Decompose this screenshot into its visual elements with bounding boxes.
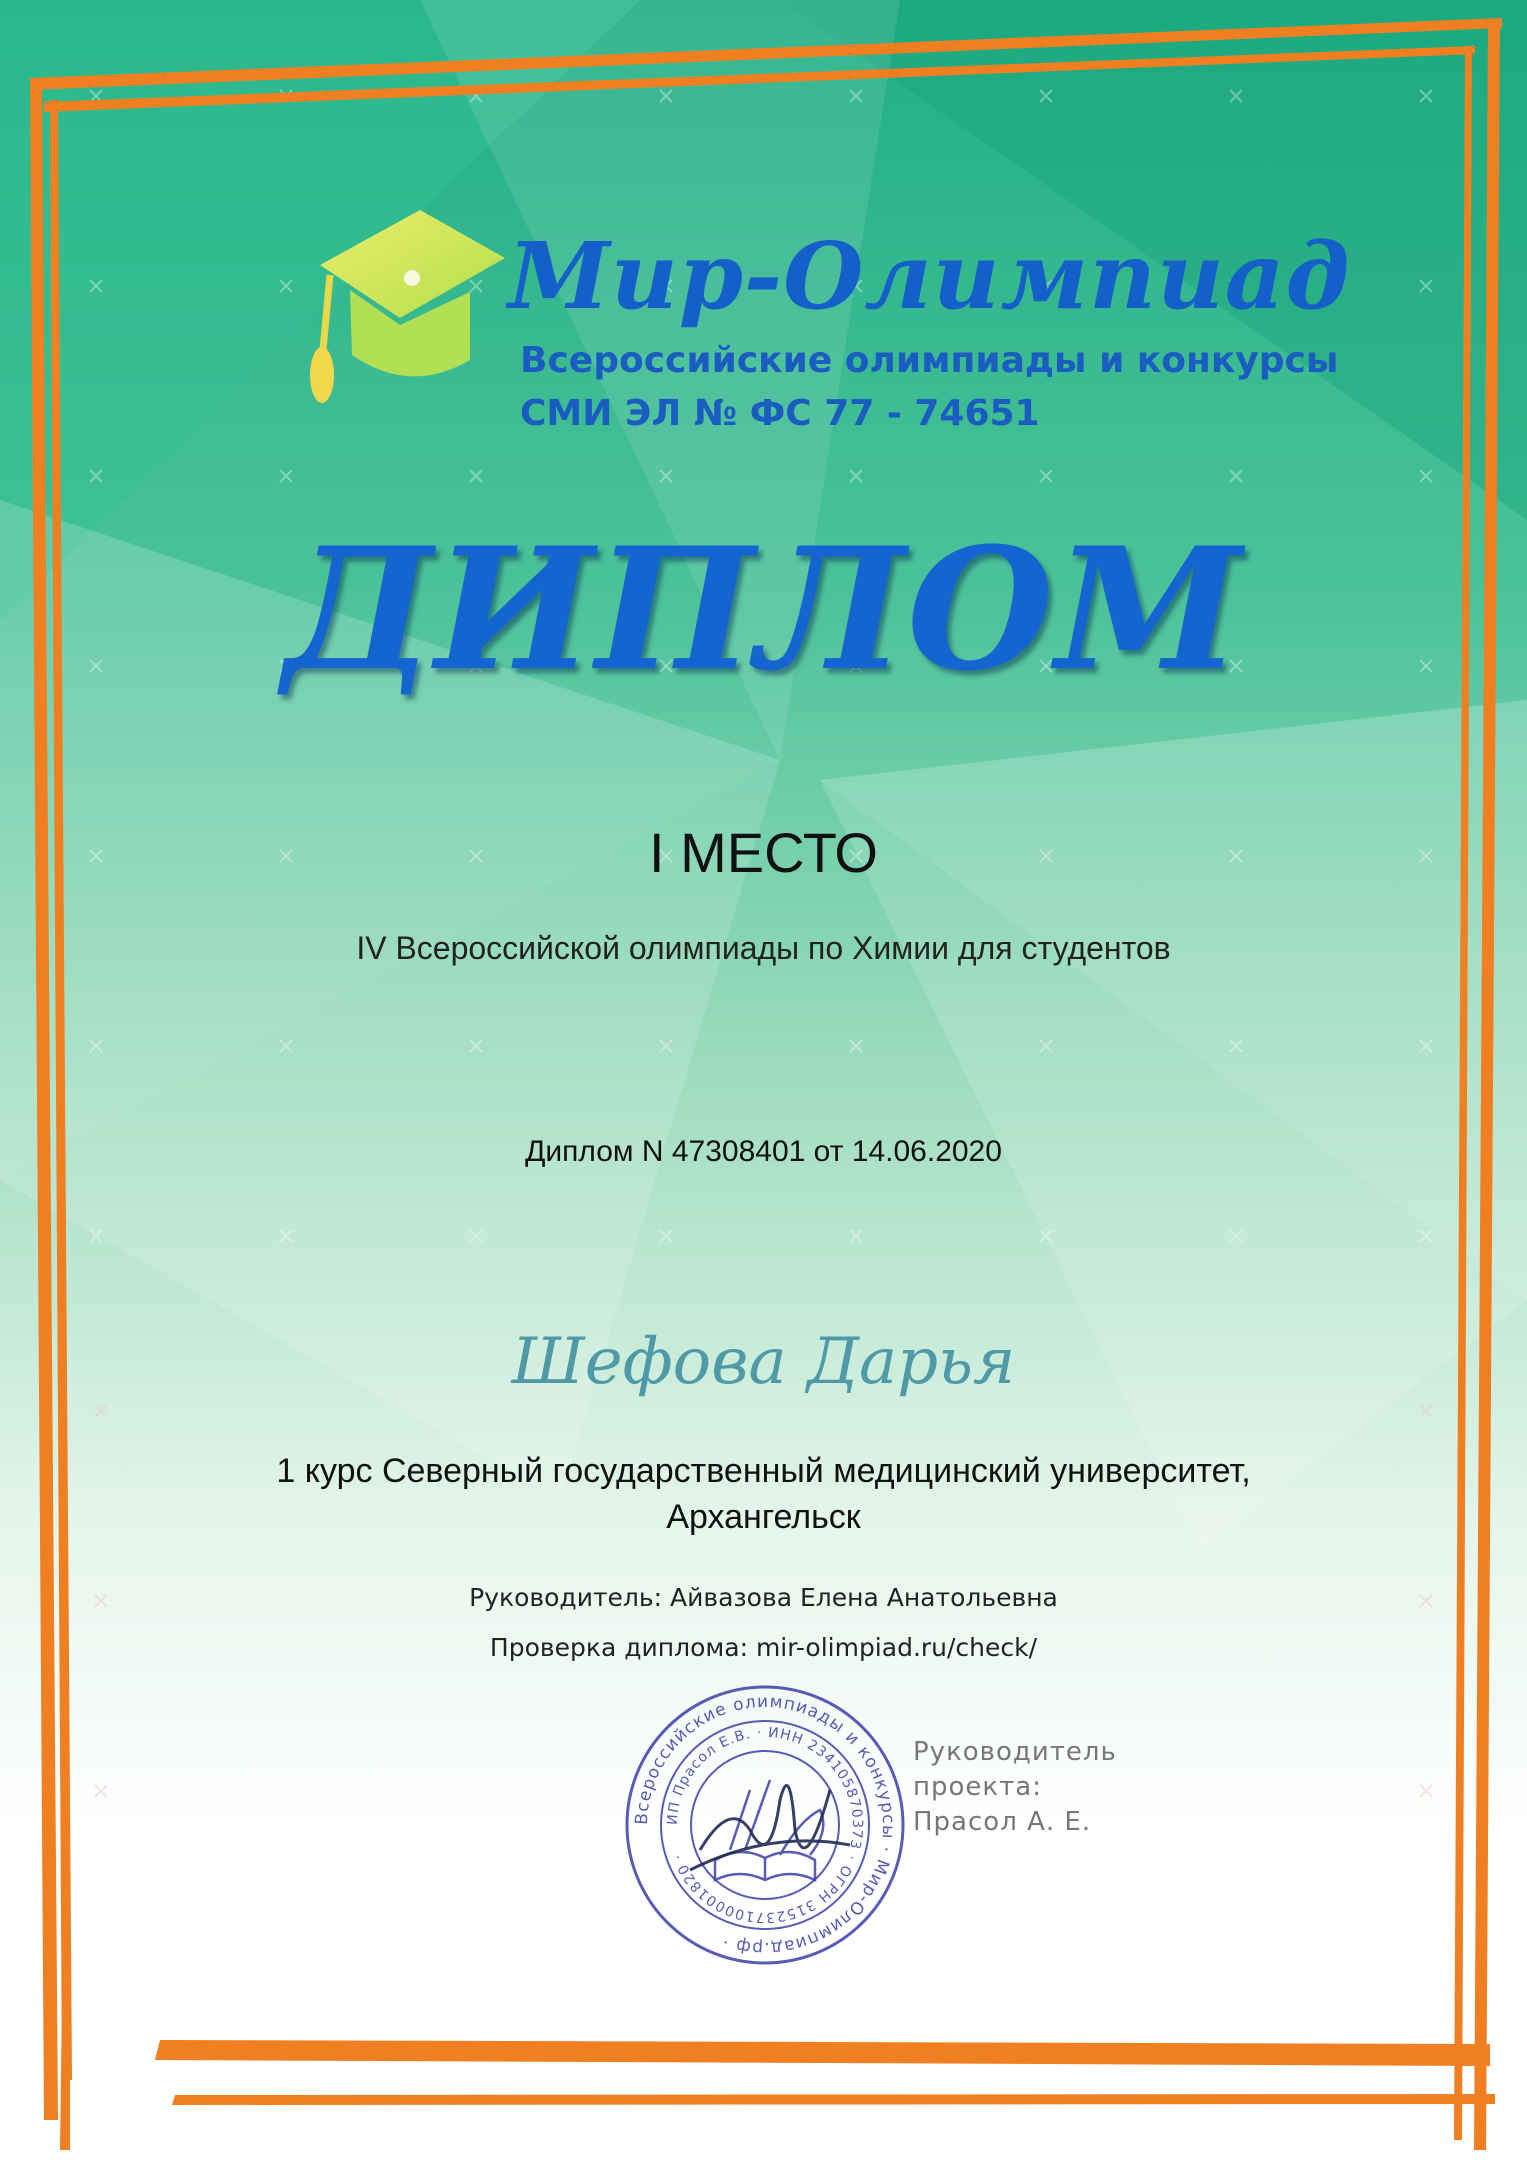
place-award: I МЕСТО	[649, 821, 878, 884]
brand-license: СМИ ЭЛ № ФС 77 - 74651	[520, 393, 1040, 434]
brand-name: Мир-Олимпиад	[508, 222, 1351, 330]
diploma-title: ДИПЛОМ	[283, 510, 1244, 708]
project-head-line-2: проекта:	[913, 1772, 1042, 1802]
supervisor-line: Руководитель: Айвазова Елена Анатольевна	[469, 1583, 1058, 1612]
book-icon	[715, 1780, 823, 1880]
recipient-name: Шефова Дарья	[511, 1325, 1016, 1399]
brand-tagline: Всероссийские олимпиады и конкурсы	[520, 340, 1339, 381]
project-head-signature-block	[913, 1735, 1117, 1840]
stamp-outer-text: Всероссийские олимпиады и конкурсы · Мир-Олимпиад.рф ·	[631, 1691, 899, 1959]
olympiad-name: IV Всероссийской олимпиады по Химии для студентов	[356, 930, 1171, 966]
institution-line-1: 1 курс Северный государственный медицинский университет,	[276, 1452, 1251, 1490]
project-head-line-1: Руководитель	[913, 1737, 1117, 1767]
stamp-inner-text: ИП Прасол Е.В. · ИНН 234105870373 · ОГРН 315237100001820 ·	[664, 1724, 866, 1926]
diploma-number: Диплом N 47308401 от 14.06.2020	[525, 1135, 1002, 1168]
recipient-institution	[0, 1448, 1527, 1540]
svg-text:ИП Прасол Е.В. · ИНН 234105870	[665, 1725, 865, 1925]
check-url-line: Проверка диплома: mir-olimpiad.ru/check/	[489, 1633, 1038, 1662]
signature	[690, 1785, 850, 1870]
institution-line-2: Архангельск	[666, 1498, 861, 1536]
project-head-line-3: Прасол А. Е.	[913, 1807, 1092, 1837]
stamp-seal	[620, 1680, 910, 1970]
